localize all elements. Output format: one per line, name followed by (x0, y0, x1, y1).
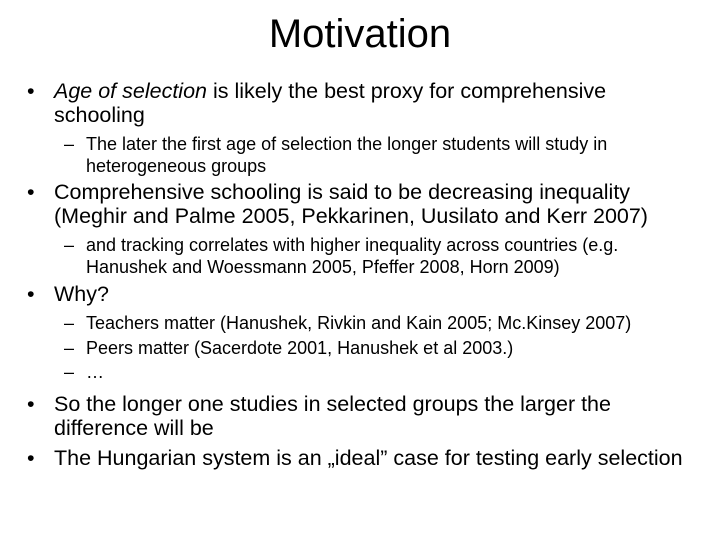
bullet-item (27, 393, 697, 440)
bullet-text: The Hungarian system is an „ideal” case for testing early selection (54, 446, 683, 470)
sub-bullet-marker: – (64, 313, 75, 333)
sub-bullet-item (64, 362, 704, 384)
sub-bullet-item (64, 313, 704, 335)
bullet-marker: • (27, 79, 35, 103)
sub-bullet-text: Peers matter (Sacerdote 2001, Hanushek et al 2003.) (86, 338, 514, 358)
bullet-item (27, 447, 697, 471)
sub-bullet-text: The later the first age of selection the longer students will study in heterogeneous groups (86, 134, 608, 176)
sub-bullet-marker: – (64, 362, 75, 382)
bullet-item (27, 80, 697, 127)
sub-bullet-item (64, 338, 704, 360)
bullet-text: Comprehensive schooling is said to be decreasing inequality (Meghir and Palme 2005, Pekkarinen, Uusilato and Kerr 2007) (54, 180, 648, 228)
sub-bullet-marker: – (64, 134, 75, 154)
sub-bullet-text: and tracking correlates with higher inequality across countries (e.g. Hanushek and Woessmann 2005, Pfeffer 2008, Horn 2009) (86, 235, 619, 277)
bullet-item (27, 181, 697, 228)
bullet-text-rest: is likely the best proxy for comprehensive schooling (54, 79, 607, 127)
bullet-text (54, 80, 697, 127)
bullet-text: So the longer one studies in selected groups the larger the difference will be (54, 392, 611, 440)
sub-bullet-text: Teachers matter (Hanushek, Rivkin and Kain 2005; Mc.Kinsey 2007) (86, 313, 632, 333)
sub-bullet-marker: – (64, 235, 75, 255)
bullet-marker: • (27, 180, 35, 204)
bullet-italic-lead: Age of selection (54, 79, 207, 103)
bullet-marker: • (27, 392, 35, 416)
bullet-text: Why? (54, 282, 109, 306)
sub-bullet-text: … (86, 362, 104, 382)
sub-bullet-item (64, 134, 704, 177)
sub-bullet-item (64, 235, 704, 278)
bullet-item (27, 283, 697, 307)
sub-bullet-marker: – (64, 338, 75, 358)
bullet-marker: • (27, 446, 35, 470)
slide-title: Motivation (268, 12, 452, 56)
bullet-marker: • (27, 282, 35, 306)
